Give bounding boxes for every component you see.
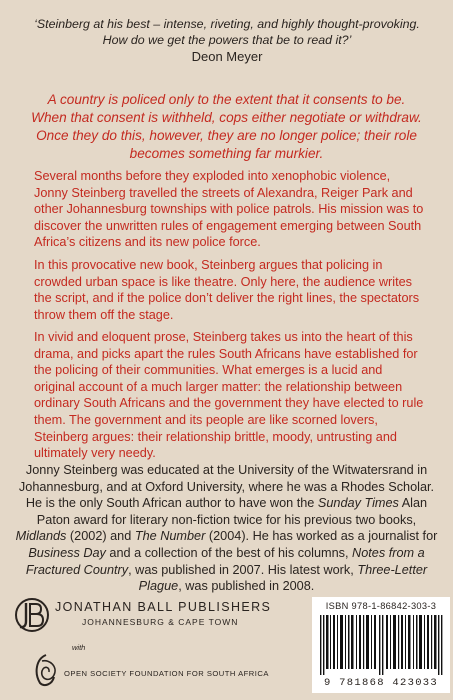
publisher-city: JOHANNESBURG & CAPE TOWN [82,617,239,627]
open-society-logo-icon [32,653,60,687]
partner-name: OPEN SOCIETY FOUNDATION FOR SOUTH AFRICA [64,669,269,678]
pull-quote-line-4: becomes something far murkier. [129,146,324,161]
bio-title-three-letter-plague: Three-Letter Plague [138,562,428,594]
bio-title-notes: Notes from a Fractured Country [25,545,425,577]
bio-title-business-day: Business Day [28,545,106,560]
quote-line-1: ‘Steinberg at his best – intense, riveting, and highly thought-provoking. [34,17,420,31]
author-bio [14,462,439,595]
publisher-block [14,595,284,695]
publisher-name: JONATHAN BALL PUBLISHERS [55,600,272,614]
blurb-paragraph-2: In this provocative new book, Steinberg argues that policing in crowded urban space is like theatre. Only here, the audience writes the script, and if the police don’t deliver the right lines, the spectators throw them off the stage. [34,258,420,322]
barcode-panel [312,597,450,693]
bio-text: (2004). He has worked as a journalist for [205,529,438,544]
blurb-paragraph-3: In vivid and eloquent prose, Steinberg takes us into the heart of this drama, and picks apart the rules South Africans have established for the policing of their communities. What emerges is a lucid and original account of a much larger matter: the relationship between ordinary South Africans and the government they have elected to rule them. The government and its people are like scorned lovers, Steinberg argues: their relationship brittle, moody, untrusting and ultimately very needy. [34,330,424,461]
bio-text: , was published in 2007. His latest work, [128,562,358,577]
bio-text: (2002) and [66,529,135,544]
pull-quote [14,91,439,163]
bio-text: , was published in 2008. [178,579,315,594]
bio-title-the-number: The Number [134,529,206,544]
bio-text: Alan Paton award for literary non-fiction twice for his previous two books, [36,496,428,527]
bio-text: and a collection of the best of his columns, [105,545,353,560]
bio-title-midlands: Midlands [15,529,67,544]
jonathan-ball-logo-icon [14,595,50,635]
with-label: with [72,643,86,652]
blurb-paragraph-1: Several months before they exploded into xenophobic violence, Jonny Steinberg travelled the streets of Alexandra, Reiger Park and other Johannesburg townships with police patrols. His mission was to discover the unwritten rules of engagement emerging between South Africa’s citizens and its new police force. [34,169,424,250]
quote-line-2: How do we get the powers that be to read it?’ [102,33,352,47]
isbn-text: ISBN 978-1-86842-303-3 [325,601,437,611]
pull-quote-line-1: A country is policed only to the extent that it consents to be. [47,92,406,107]
bio-title-sunday-times: Sunday Times [317,496,399,511]
barcode-icon [318,615,444,675]
quote-author: Deon Meyer [191,49,263,64]
barcode-number: 9 781868 423033 [323,677,438,689]
bio-text: Jonny Steinberg was educated at the University of the Witwatersrand in Johannesburg, and at Oxford University, where he was a Rhodes Scholar. He is the only South African author to have won the [18,463,435,511]
endorsement-quote [22,16,432,65]
pull-quote-line-3: Once they do this, however, they are no longer police; their role [36,128,417,143]
pull-quote-line-2: When that consent is withheld, cops either negotiate or withdraw. [31,110,422,125]
